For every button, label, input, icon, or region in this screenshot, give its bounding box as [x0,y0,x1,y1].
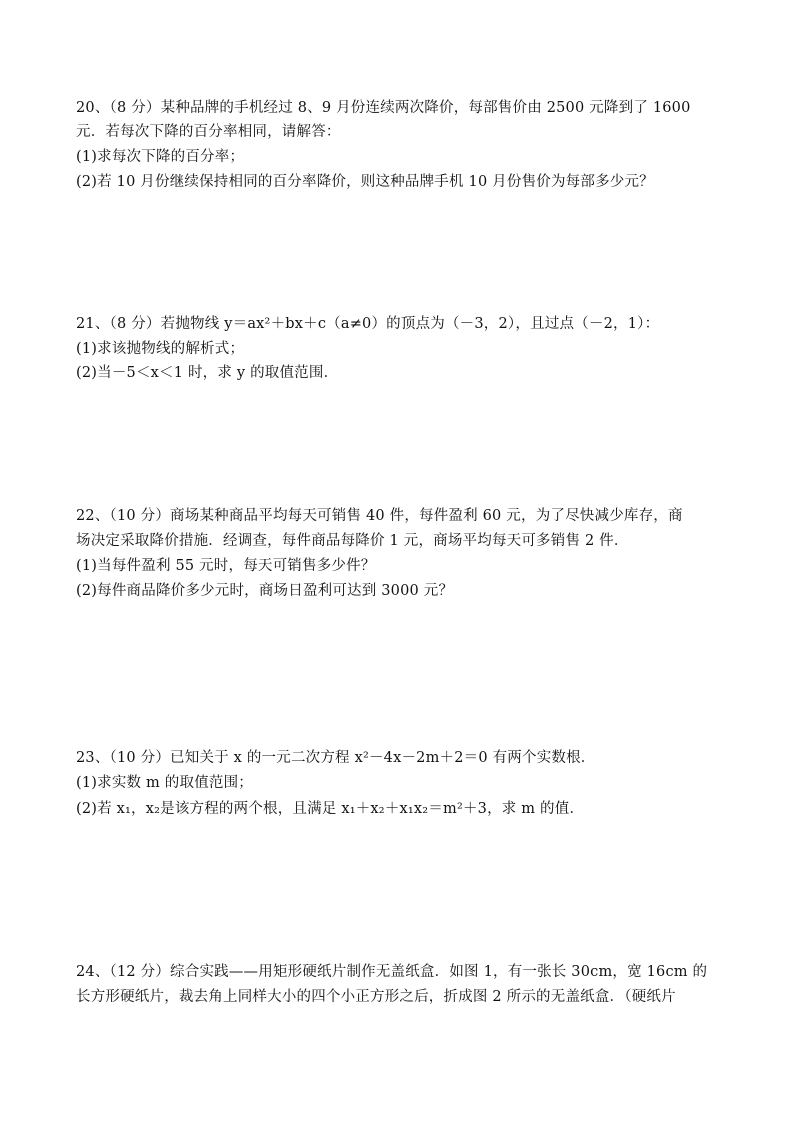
question-22-part-2: (2)每件商品降价多少元时，商场日盈利可达到 3000 元？ [76,583,454,599]
question-20-line-2: 元．若每次下降的百分率相同，请解答： [76,124,341,140]
question-23-line-1: 23、（10 分）已知关于 x 的一元二次方程 x²－4x－2m＋2＝0 有两个实数根． [76,750,596,766]
question-20-part-1: (1)求每次下降的百分率； [76,149,245,165]
question-24-line-2: 长方形硬纸片，裁去角上同样大小的四个小正方形之后，折成图 2 所示的无盖纸盒．（硬纸片 [76,989,676,1005]
question-22-line-2: 场决定采取降价措施．经调查，每件商品每降价 1 元，商场平均每天可多销售 2 件． [76,533,629,549]
question-22-line-1: 22、（10 分）商场某种商品平均每天可销售 40 件，每件盈利 60 元，为了尽快减少库存，商 [76,508,683,524]
question-20-part-2: (2)若 10 月份继续保持相同的百分率降价，则这种品牌手机 10 月份售价为每部多少元？ [76,174,654,190]
question-20-line-1: 20、（8 分）某种品牌的手机经过 8、9 月份连续两次降价，每部售价由 2500 元降到了 1600 [76,100,691,116]
question-22-part-1: (1)当每件盈利 55 元时，每天可销售多少件？ [76,558,376,574]
question-21-part-1: (1)求该抛物线的解析式； [76,341,245,357]
question-21-part-2: (2)当－5＜x＜1 时，求 y 的取值范围． [76,365,339,381]
question-23-part-2: (2)若 x₁，x₂是该方程的两个根，且满足 x₁＋x₂＋x₁x₂＝m²＋3，求 m 的值． [76,801,585,817]
question-23-part-1: (1)求实数 m 的取值范围； [76,775,254,791]
question-21-line-1: 21、（8 分）若抛物线 y＝ax²＋bx＋c（a≠0）的顶点为（－3，2），且过点（－2，1）： [76,316,660,332]
question-24-line-1: 24、（12 分）综合实践——用矩形硬纸片制作无盖纸盒．如图 1，有一张长 30cm，宽 16cm 的 [76,964,708,980]
